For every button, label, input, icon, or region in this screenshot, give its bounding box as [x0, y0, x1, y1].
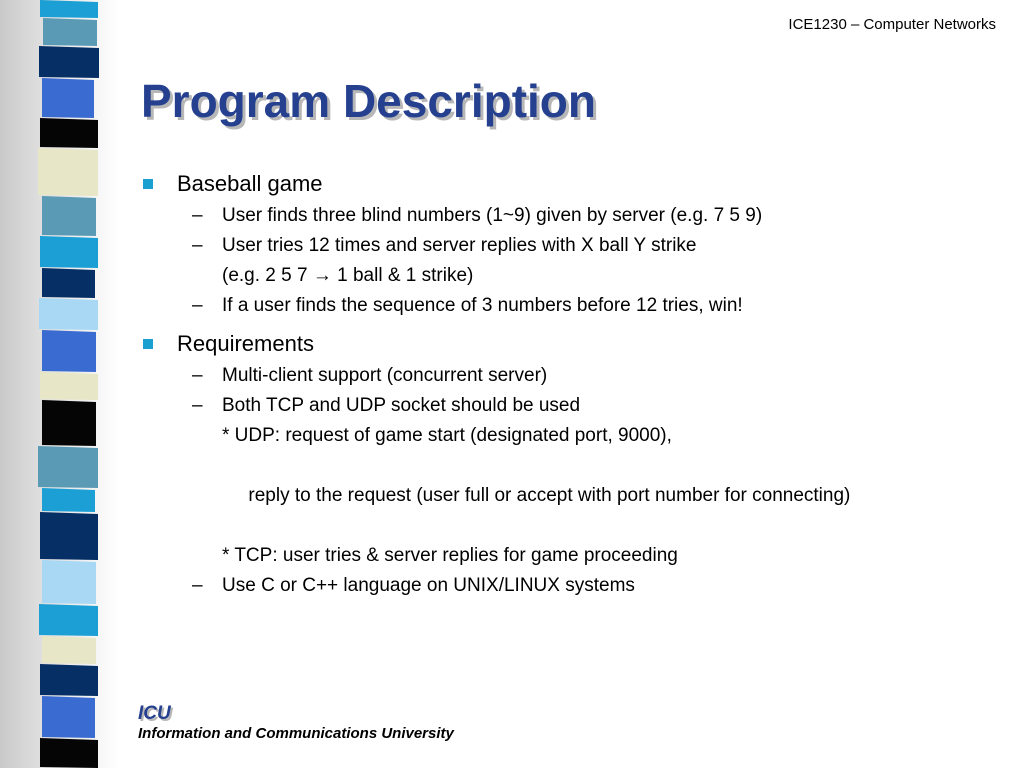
sub-item-continuation	[140, 541, 1000, 571]
stripe-band-segment	[42, 330, 96, 372]
stripe-band-segment	[42, 196, 96, 236]
stripe-band-segment	[40, 738, 98, 768]
stripe-band-segment	[40, 372, 98, 400]
stripe-band-segment	[40, 0, 98, 18]
stripe-band-segment	[42, 560, 96, 604]
dash-marker: –	[192, 395, 203, 416]
sub-item-continuation	[140, 451, 1000, 541]
sub-item	[140, 291, 1000, 321]
sub-item-text: (e.g. 2 5 7 → 1 ball & 1 strike)	[222, 265, 474, 286]
stripe-band-segment	[42, 268, 95, 298]
stripe-band-segment	[39, 298, 98, 330]
university-logo-text: ICU	[138, 703, 171, 724]
stripe-band-segment	[40, 512, 98, 560]
sub-item-text: User tries 12 times and server replies with X ball Y strike	[222, 235, 697, 256]
stripe-band-segment	[42, 400, 96, 446]
stripe-band-segment	[38, 148, 98, 196]
stripe-band-segment	[39, 604, 98, 636]
square-bullet-icon	[143, 179, 153, 189]
stripe-band-segment	[40, 236, 98, 268]
stripe-band-segment	[38, 446, 98, 488]
slide-title: Program Description	[141, 75, 596, 127]
dash-marker: –	[192, 365, 203, 386]
dash-marker: –	[192, 235, 203, 256]
footer	[138, 703, 454, 742]
stripe-band-segment	[43, 18, 97, 46]
dash-marker: –	[192, 295, 203, 316]
stripe-band-segment	[42, 696, 95, 738]
bullet-label: Requirements	[177, 331, 314, 356]
sub-item-text: User finds three blind numbers (1~9) given by server (e.g. 7 5 9)	[222, 205, 763, 226]
university-name: Information and Communications University	[138, 725, 454, 742]
bullet-baseball-game	[140, 167, 1000, 201]
decorative-stripe-band	[0, 0, 130, 768]
dash-marker: –	[192, 575, 203, 596]
square-bullet-icon	[143, 339, 153, 349]
sub-item-continuation	[140, 261, 1000, 291]
sub-item-text: Use C or C++ language on UNIX/LINUX systems	[222, 575, 635, 596]
sub-item-text: Multi-client support (concurrent server)	[222, 365, 548, 386]
slide-content	[140, 167, 1000, 601]
dash-marker: –	[192, 205, 203, 226]
sub-item-continuation	[140, 421, 1000, 451]
sub-item-text: reply to the request (user full or accept with port number for connecting)	[243, 485, 851, 506]
sub-item	[140, 201, 1000, 231]
sub-item-text: * UDP: request of game start (designated port, 9000),	[222, 425, 672, 446]
sub-item-text: If a user finds the sequence of 3 numbers before 12 tries, win!	[222, 295, 743, 316]
stripe-band-segment	[42, 488, 95, 512]
stripe-band-segment	[40, 118, 98, 148]
bullet-label: Baseball game	[177, 171, 323, 196]
course-header: ICE1230 – Computer Networks	[788, 16, 996, 33]
sub-item	[140, 391, 1000, 421]
stripe-band-segment	[40, 664, 98, 696]
sub-item-text: Both TCP and UDP socket should be used	[222, 395, 581, 416]
bullet-requirements	[140, 327, 1000, 361]
stripe-band-segment	[42, 636, 96, 664]
sub-item	[140, 571, 1000, 601]
sub-item	[140, 231, 1000, 261]
sub-item-text: * TCP: user tries & server replies for game proceeding	[222, 545, 678, 566]
stripe-band-segment	[39, 46, 99, 78]
sub-item	[140, 361, 1000, 391]
stripe-band-segment	[42, 78, 94, 118]
